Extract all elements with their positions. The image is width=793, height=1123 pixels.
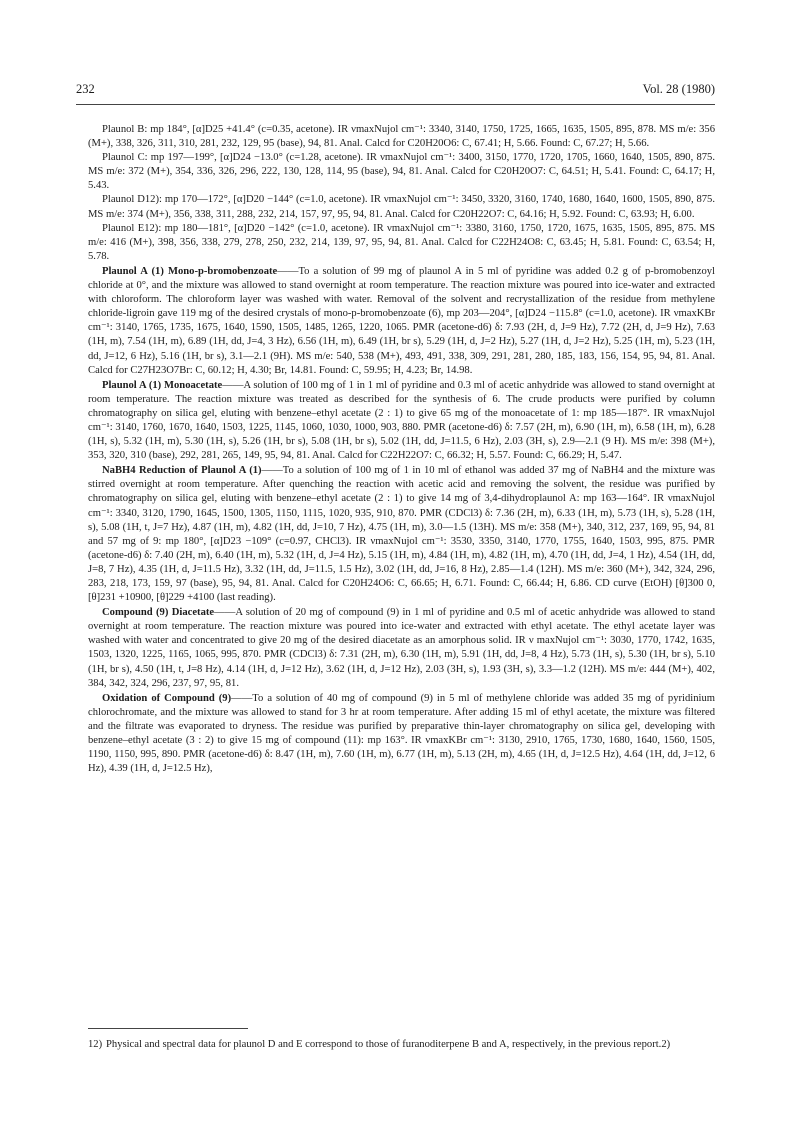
footnote-rule [88, 1028, 248, 1029]
paragraph-plaunol-b: Plaunol B: mp 184°, [α]D25 +41.4° (c=0.35, acetone). IR νmaxNujol cm⁻¹: 3340, 3140, 1750, 1725, 1665, 1635, 1505, 895, 878. MS m/e: 356 (M+), 338, 326, 311, 310, 281, 232, 129, 95 (base), 94, 81. Anal. Calcd for C20H20O6: C, 67.41; H, 5.66. Found: C, 67.27; H, 5.66. [88, 124, 715, 150]
section-heading: Oxidation of Compound (9) [102, 692, 232, 704]
footnote-text: Physical and spectral data for plaunol D and E correspond to those of furanoditerpene B and A, respectively, in the previous report.2) [106, 1039, 671, 1050]
section-heading: Compound (9) Diacetate [102, 607, 215, 619]
volume-label: Vol. 28 (1980) [642, 82, 715, 96]
section-heading: NaBH4 Reduction of Plaunol A (1) [102, 465, 262, 477]
section-heading: Plaunol A (1) Monoacetate [102, 379, 223, 391]
paragraph-diacetate: Compound (9) Diacetate——A solution of 20 mg of compound (9) in 1 ml of pyridine and 0.5 ml of acetic anhydride was allowed to stand overnight at room temperature. The reaction mixture was poured into ice-water and extracted with ethyl acetate. The ethyl acetate layer was washed with water and concentrated to give 20 mg of the desired diacetate as an amorphous solid. IR ν maxNujol cm⁻¹: 3030, 1770, 1742, 1635, 1503, 1320, 1225, 1165, 1065, 995, 870. PMR (CDCl3) δ: 7.31 (2H, m), 6.30 (1H, m), 5.91 (1H, dd, J=8, 4 Hz), 5.73 (1H, s), 5.30 (1H, br s), 5.10 (1H, br s), 4.50 (1H, t, J=8 Hz), 4.14 (1H, d, J=12 Hz), 3.62 (1H, d, J=12 Hz), 2.03 (3H, s), 1.93 (3H, s), 3.3—1.2 (12H). MS m/e: 444 (M+), 402, 384, 342, 324, 296, 237, 97, 95, 81. [88, 607, 716, 689]
running-header [76, 82, 715, 100]
paragraph-oxidation: Oxidation of Compound (9)——To a solution of 40 mg of compound (9) in 5 ml of methylene chloride was added 35 mg of pyridinium chlorochromate, and the mixture was allowed to stand for 3 hr at room temperature. After adding 15 ml of ethyl acetate, the mixture was filtered and the filtrate was evaporated to dryness. The residue was purified by preparative thin-layer chromatography on silica gel, developing with benzene–ethyl acetate (3 : 2) to give 15 mg of compound (11): mp 163°. IR νmaxKBr cm⁻¹: 3130, 2910, 1765, 1730, 1680, 1640, 1560, 1505, 1190, 1150, 995, 890. PMR (acetone-d6) δ: 8.47 (1H, m), 7.60 (1H, m), 6.77 (1H, m), 5.13 (2H, m), 4.65 (1H, d, J=12.5 Hz), 4.64 (1H, dd, J=12, 6 Hz), 4.39 (1H, d, J=12.5 Hz), [88, 692, 715, 775]
paragraph-plaunol-c: Plaunol C: mp 197—199°, [α]D24 −13.0° (c=1.28, acetone). IR νmaxNujol cm⁻¹: 3400, 3150, 1770, 1720, 1705, 1660, 1640, 1505, 890, 875. MS m/e: 372 (M+), 354, 336, 326, 296, 222, 130, 128, 114, 95 (base), 94, 81. Anal. Calcd for C20H20O7: C, 64.51; H, 5.41. Found: C, 64.17; H, 5.43. [88, 152, 715, 192]
paragraph-nabh4-reduction: NaBH4 Reduction of Plaunol A (1)——To a solution of 100 mg of 1 in 10 ml of ethanol was added 37 mg of NaBH4 and the mixture was stirred overnight at room temperature. After quenching the reaction with acetic acid and removing the solvent, the residue was purified by chromatography on silica gel, eluting with benzene–ethyl acetate (2 : 1) to give 14 mg of 3,4-dihydroplaunol A: mp 163—164°. IR νmaxNujol cm⁻¹: 3340, 3120, 1790, 1645, 1500, 1305, 1150, 1115, 1020, 935, 910, 870. PMR (CDCl3) δ: 7.36 (2H, m), 6.33 (1H, m), 5.73 (1H, s), 5.28 (1H, s), 5.08 (1H, t, J=7 Hz), 4.87 (1H, m), 4.82 (1H, dd, J=10, 7 Hz), 4.75 (1H, m), 3.0—1.5 (13H). MS m/e: 358 (M+), 340, 312, 237, 169, 95, 94, 81 and 57 mg of 9: mp 180°, [α]D23 −109° (c=0.97, CHCl3). IR νmaxNujol cm⁻¹: 3530, 3350, 3140, 1770, 1755, 1640, 1503, 995, 875. PMR (acetone-d6) δ: 7.40 (2H, m), 6.40 (1H, m), 5.32 (1H, d, J=4 Hz), 5.15 (1H, m), 4.84 (1H, m), 4.82 (1H, m), 4.70 (1H, dd, J=4, 1 Hz), 4.54 (1H, dd, J=8, 7 Hz), 4.35 (1H, d, J=11.5 Hz), 3.32 (1H, dd, J=11.5, 1.5 Hz), 3.02 (1H, dd, J=16, 8 Hz), 2.85—1.4 (12H). MS m/e: 360 (M+), 342, 324, 296, 283, 218, 173, 159, 97 (base), 95, 94, 81. Anal. Calcd for C20H24O6: C, 66.65; H, 6.71. Found: C, 66.44; H, 6.86. CD curve (EtOH) [θ]300 0, [θ]231 +10900, [θ]229 +4100 (last reading). [88, 465, 715, 604]
paragraph-mono-bromobenzoate: Plaunol A (1) Mono-p-bromobenzoate——To a solution of 99 mg of plaunol A in 5 ml of pyridine was added 0.2 g of p-bromobenzoyl chloride at 0°, and the mixture was allowed to stand overnight at room temperature. The reaction mixture was poured into ice-water and extracted with chloroform. The chloroform layer was washed with water. Removal of the solvent and recrystallization of the residue from methylene chloride-ligroin gave 119 mg of the desired crystals of mono-p-bromobenzoate (6), mp 203—204°, [α]D24 −115.8° (c=1.0, acetone). IR νmaxKBr cm⁻¹: 3140, 1765, 1735, 1675, 1640, 1590, 1505, 1485, 1265, 1220, 1065. PMR (acetone-d6) δ: 7.93 (2H, d, J=9 Hz), 7.72 (2H, d, J=9 Hz), 7.63 (1H, m), 7.54 (1H, m), 6.89 (1H, dd, J=4, 3 Hz), 6.56 (1H, m), 6.49 (1H, br s), 5.29 (1H, d, J=2 Hz), 5.27 (1H, d, J=2 Hz), 5.25 (1H, m), 5.23 (1H, dd, J=12, 6 Hz), 5.16 (1H, br s), 3.1—2.1 (9H). MS m/e: 540, 538 (M+), 493, 491, 338, 309, 291, 281, 280, 185, 183, 156, 154, 95, 94, 81. Anal. Calcd for C27H23O7Br: C, 60.12; H, 4.30; Br, 14.81. Found: C, 59.95; H, 4.23; Br, 14.98. [88, 265, 715, 376]
paragraph-plaunol-d: Plaunol D12): mp 170—172°, [α]D20 −144° (c=1.0, acetone). IR νmaxNujol cm⁻¹: 3450, 3320, 3160, 1740, 1680, 1640, 1600, 1505, 890, 875. MS m/e: 374 (M+), 356, 338, 311, 288, 232, 214, 157, 97, 95, 94, 81. Anal. Calcd for C20H22O7: C, 64.16; H, 5.92. Found: C, 63.93; H, 6.00. [88, 194, 715, 220]
page-number: 232 [76, 82, 95, 96]
paragraph-monoacetate: Plaunol A (1) Monoacetate——A solution of 100 mg of 1 in 1 ml of pyridine and 0.3 ml of acetic anhydride was allowed to stand overnight at room temperature. The reaction mixture was treated as described for the synthesis of 6. The crude products were purified by column chromatography on silica gel, eluting with benzene–ethyl acetate (2 : 1) to give 65 mg of the monoacetate of 1: mp 185—187°. IR νmaxNujol cm⁻¹: 3140, 1760, 1670, 1640, 1503, 1225, 1145, 1060, 1030, 1000, 903, 880. PMR (acetone-d6) δ: 7.57 (2H, m), 6.90 (1H, m), 6.58 (1H, m), 6.28 (1H, s), 5.32 (1H, m), 5.30 (1H, s), 5.26 (1H, br s), 5.08 (1H, br s), 5.02 (1H, dd, J=11.5, 6 Hz), 2.03 (3H, s), 2.9—2.1 (9 H). MS m/e: 398 (M+), 353, 320, 310 (base), 292, 281, 265, 149, 95, 94, 81. Anal. Calcd for C22H22O7: C, 66.32; H, 5.57. Found: C, 66.29; H, 5.47. [88, 379, 715, 462]
footnote [88, 1038, 715, 1052]
paragraph-plaunol-e: Plaunol E12): mp 180—181°, [α]D20 −142° (c=1.0, acetone). IR νmaxNujol cm⁻¹: 3380, 3160, 1750, 1720, 1675, 1635, 1505, 895, 875. MS m/e: 416 (M+), 398, 356, 338, 279, 278, 250, 232, 214, 139, 97, 95, 94, 81. Anal. Calcd for C22H24O8: C, 63.45; H, 5.81. Found: C, 63.54; H, 5.78. [88, 222, 715, 262]
footnote-number: 12) [88, 1039, 103, 1050]
section-heading: Plaunol A (1) Mono-p-bromobenzoate [102, 265, 278, 277]
header-rule [76, 104, 715, 105]
article-body [88, 123, 715, 776]
